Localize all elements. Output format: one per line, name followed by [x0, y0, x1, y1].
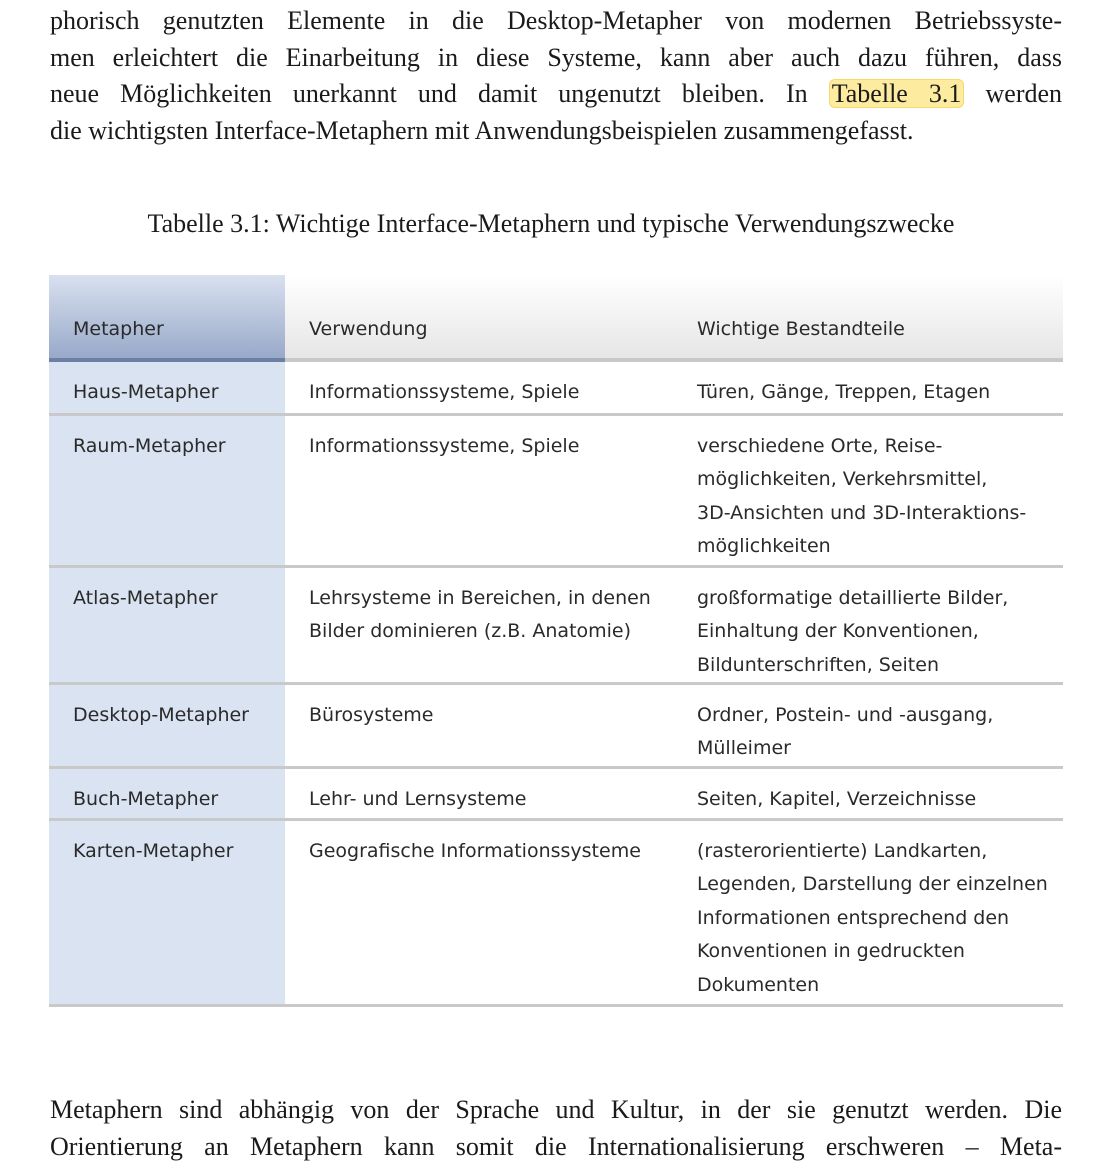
cell-line: Bildunterschriften, Seiten	[697, 653, 939, 676]
cell-line: Türen, Gänge, Treppen, Etagen	[697, 381, 991, 403]
paragraph-line: Metaphern sind abhängig von der Sprache und Kultur, in der sie genutzt werden. Die	[50, 1095, 1062, 1124]
paragraph-line: die wichtigsten Interface-Metaphern mit Anwendungsbeispielen zusammengefasst.	[50, 116, 914, 146]
cell-metapher: Karten-Metapher	[73, 840, 234, 862]
table-row	[49, 685, 1063, 769]
metaphor-table	[49, 275, 1063, 1007]
header-metapher: Metapher	[73, 318, 164, 340]
table-caption: Tabelle 3.1: Wichtige Interface-Metaphern und typische Verwendungszwecke	[147, 209, 955, 238]
cell-line: Bürosysteme	[309, 704, 434, 726]
cell-line: Ordner, Postein- und -ausgang,	[697, 704, 994, 726]
table-row	[49, 769, 1063, 821]
table-row	[49, 821, 1063, 1007]
cell-bestandteile	[697, 376, 1063, 409]
cell-metapher: Buch-Metapher	[73, 788, 219, 810]
cell-line: Legenden, Darstellung der einzelnen	[697, 873, 1048, 896]
paragraph-line-with-link	[50, 76, 1062, 113]
following-paragraph	[50, 1092, 1062, 1165]
cell-line: verschiedene Orte, Reise-	[697, 435, 943, 457]
cell-metapher: Raum-Metapher	[73, 435, 226, 457]
cell-line: Informationssysteme, Spiele	[309, 381, 580, 403]
cell-metapher: Atlas-Metapher	[73, 587, 218, 609]
cell-verwendung	[309, 835, 679, 868]
paragraph-text: werden	[985, 79, 1063, 109]
cell-line: Lehr- und Lernsysteme	[309, 788, 527, 810]
paragraph-line: phorisch genutzten Elemente in die Desktop-Metapher von modernen Betriebssyste-	[50, 6, 1062, 35]
cell-bestandteile	[697, 699, 1063, 766]
cell-line: Seiten, Kapitel, Verzeichnisse	[697, 788, 977, 810]
table-row	[49, 362, 1063, 416]
cell-bestandteile	[697, 430, 1063, 564]
cell-line: (rasterorientierte) Landkarten,	[697, 840, 988, 862]
table-header	[49, 275, 1063, 362]
cell-bestandteile	[697, 835, 1063, 1002]
header-verwendung: Verwendung	[309, 318, 428, 340]
cell-metapher: Desktop-Metapher	[73, 704, 249, 726]
cell-verwendung	[309, 376, 679, 409]
cell-line: möglichkeiten, Verkehrsmittel,	[697, 468, 988, 491]
cell-line: großformatige detaillierte Bilder,	[697, 587, 1009, 609]
cell-line: Mülleimer	[697, 737, 791, 760]
cell-line: Einhaltung der Konventionen,	[697, 620, 979, 643]
cell-verwendung	[309, 783, 679, 816]
cell-metapher: Haus-Metapher	[73, 381, 219, 403]
table-reference-link[interactable]: Tabelle 3.1	[829, 79, 965, 108]
cell-line: Bilder dominieren (z.B. Anatomie)	[309, 620, 632, 643]
cell-line: Informationssysteme, Spiele	[309, 435, 580, 457]
paragraph-text: neue Möglichkeiten unerkannt und damit ungenutzt bleiben. In	[50, 79, 808, 109]
cell-line: Konventionen in gedruckten	[697, 940, 965, 963]
cell-verwendung	[309, 699, 679, 732]
cell-line: Lehrsysteme in Bereichen, in denen	[309, 587, 651, 609]
cell-verwendung	[309, 582, 679, 649]
table-row	[49, 568, 1063, 685]
cell-bestandteile	[697, 783, 1063, 816]
cell-line: Dokumenten	[697, 973, 820, 996]
intro-paragraph	[50, 3, 1062, 150]
table-row	[49, 416, 1063, 568]
cell-line: Geografische Informationssysteme	[309, 840, 641, 862]
cell-verwendung	[309, 430, 679, 463]
paragraph-line: men erleichtert die Einarbeitung in diese Systeme, kann aber auch dazu führen, dass	[50, 42, 1062, 72]
cell-line: 3D-Ansichten und 3D-Interaktions-	[697, 501, 1027, 524]
cell-line: möglichkeiten	[697, 535, 831, 558]
paragraph-line: Orientierung an Metaphern kann somit die Internationalisierung erschweren – Meta-	[50, 1131, 1062, 1161]
table-body	[49, 362, 1063, 1007]
header-bestandteile: Wichtige Bestandteile	[697, 318, 905, 340]
cell-line: Informationen entsprechend den	[697, 906, 1010, 929]
cell-bestandteile	[697, 582, 1063, 682]
